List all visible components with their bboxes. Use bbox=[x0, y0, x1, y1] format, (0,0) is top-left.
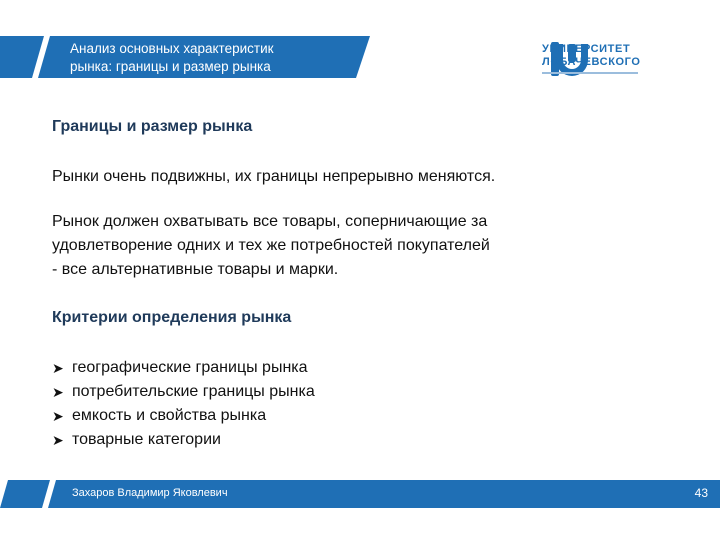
list-item bbox=[52, 356, 315, 380]
list-item-label: товарные категории bbox=[72, 431, 221, 448]
paragraph-line: - все альтернативные товары и марки. bbox=[52, 261, 339, 278]
slide-header-title bbox=[70, 40, 370, 76]
paragraph-market-mobility: Рынки очень подвижны, их границы непрерывно меняются. bbox=[52, 168, 496, 185]
list-item-label: географические границы рынка bbox=[72, 359, 308, 376]
list-item bbox=[52, 428, 315, 452]
page-number: 43 bbox=[694, 486, 708, 500]
heading-market-boundaries: Границы и размер рынка bbox=[52, 118, 253, 135]
arrow-bullet-icon: ➤ bbox=[52, 360, 64, 376]
logo-wordmark bbox=[542, 43, 641, 69]
list-item-label: потребительские границы рынка bbox=[72, 383, 315, 400]
logo-underline bbox=[542, 72, 638, 74]
logo-line2: ЛОБАЧЕВСКОГО bbox=[542, 56, 641, 68]
list-item-label: емкость и свойства рынка bbox=[72, 407, 267, 424]
paragraph-line: удовлетворение одних и тех же потребностей покупателей bbox=[52, 237, 490, 254]
header-title-line2: рынка: границы и размер рынка bbox=[70, 59, 271, 74]
paragraph-line: Рынок должен охватывать все товары, соперничающие за bbox=[52, 213, 488, 230]
logo-line1: УНИВЕРСИТЕТ bbox=[542, 43, 631, 55]
criteria-list bbox=[52, 356, 315, 452]
heading-market-criteria: Критерии определения рынка bbox=[52, 309, 292, 326]
header-title-line1: Анализ основных характеристик bbox=[70, 41, 274, 56]
arrow-bullet-icon: ➤ bbox=[52, 408, 64, 424]
list-item bbox=[52, 380, 315, 404]
paragraph-market-coverage bbox=[52, 210, 652, 282]
arrow-bullet-icon: ➤ bbox=[52, 432, 64, 448]
list-item bbox=[52, 404, 315, 428]
footer-author: Захаров Владимир Яковлевич bbox=[72, 487, 228, 499]
arrow-bullet-icon: ➤ bbox=[52, 384, 64, 400]
